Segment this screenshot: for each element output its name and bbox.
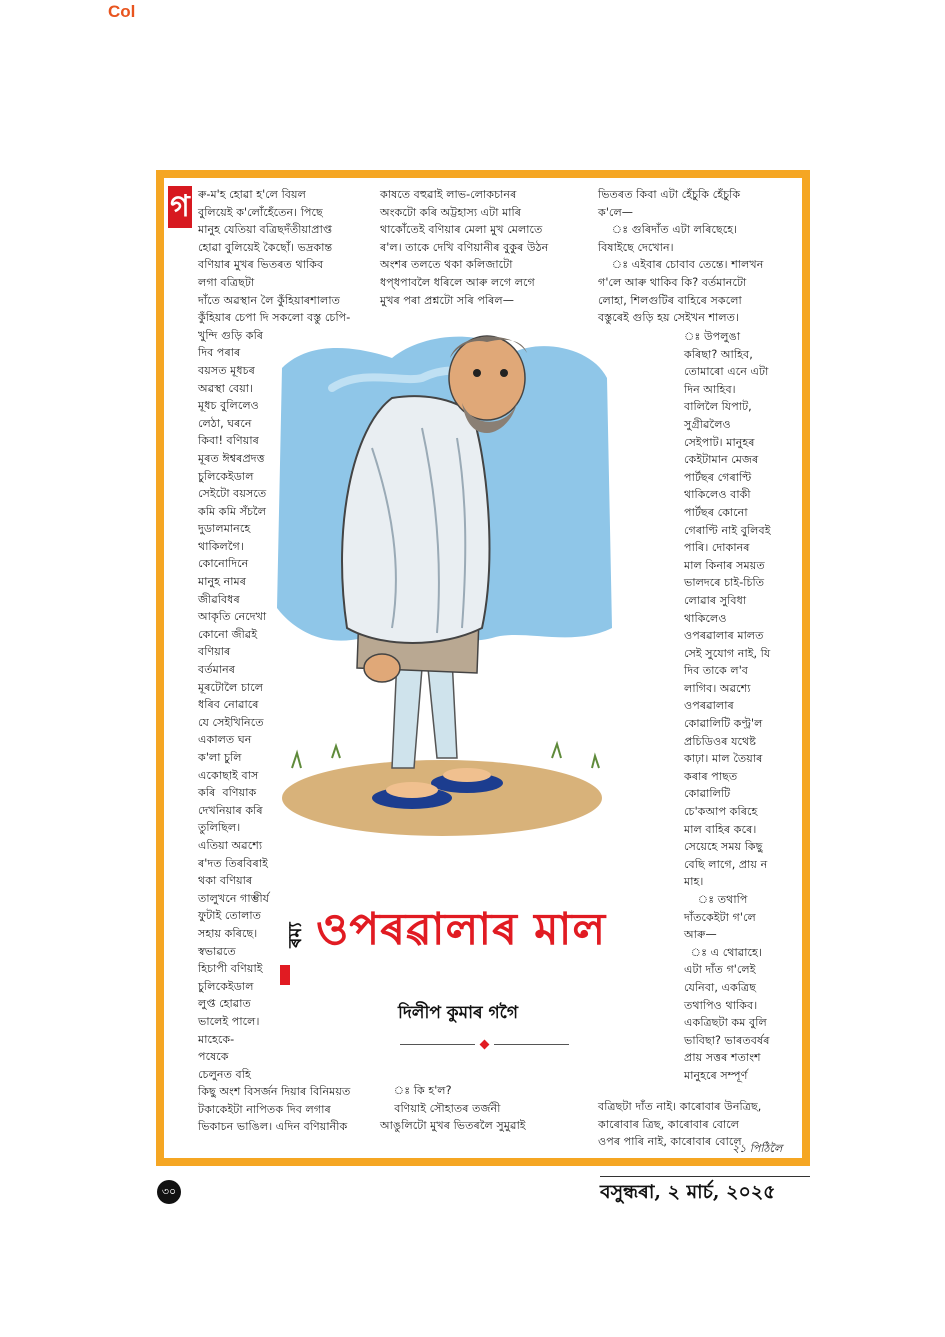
column-2-top: কাষতে বহুৱাই লাভ-লোকচানৰ অংকটো কৰি অট্টহাস্য এটা মাৰি থাকোঁতেই বণিয়াৰ মেলা মুখ মেলাতে ৰ'ল। তাকে দেখি বণিয়ানীৰ বুকুৰ উঠন অংশৰ তলতে থকা কলিজাটো ধপ্‌ধপাবলৈ ধৰিলে আৰু লগে লগে মুখৰ পৰা প্ৰশ্নটো সৰি পৰিল— xyxy=(380,188,549,307)
continued-reference: ২১ পিঠিলৈ xyxy=(732,1142,783,1155)
page-number: ৩০ xyxy=(157,1180,181,1204)
article-title: ওপৰৱালাৰ মাল xyxy=(316,904,607,955)
footer-rule xyxy=(600,1176,810,1177)
corner-tag: Col xyxy=(108,2,136,21)
divider-left xyxy=(400,1044,475,1045)
divider-right xyxy=(494,1044,569,1045)
cartoon-illustration xyxy=(272,328,616,838)
publication-line: বসুন্ধৰা, ২ মাৰ্চ, ২০২৫ xyxy=(600,1181,776,1203)
center-bottom-text: ঃ কি হ'ল? বণিয়াই সৌহাতৰ তৰ্জনী আঙুলিটো মুখৰ ভিতৰলৈ সুমুৱাই xyxy=(380,1084,526,1133)
drop-cap: গ xyxy=(168,186,192,228)
column-1-intro: ৰু-ম'হ হোৱা হ'লে বিয়ল বুলিয়েই ক'লোঁহেঁতেন। পিছে মানুহ যেতিয়া বত্ৰিছদঁতীয়াপ্ৰাপ্ত হোৱা বুলিয়েই কৈছোঁ। ভদ্ৰকান্ত বণিয়াৰ মুখৰ ভিতৰত থাকিব লগা বত্ৰিছটা দাঁতে অৱস্থান লৈ কুঁহিয়াৰশালাত কুঁহিয়াৰ চেপা দি সকলো বস্তু চেপি- খুন্দি গুড়ি কৰি দিব পৰাৰ বয়সত মূধচৰ অৱস্থা বেয়া। মূধচ বুলিলেও লেঠা, ঘৰনে কিবা! বণিয়াৰ মূৰত ঈশ্বৰপ্ৰদত্ত চুলিকেইডাল সেইটো বয়সতে কমি কমি সঁচলৈ দুডালমানহে থাকিলগৈ। কোনোদিনে মানুহ নামৰ জীৱবিধৰ আকৃতি নেদেখা কোনো জীৱই বণিয়াৰ বৰ্তমানৰ মূৰটোলৈ চালে ধৰিব নোৱাৰে যে সেইখিনিতে একালত ঘন ক'লা চুলি একোছাই বাস কৰি বণিয়াক দেখনিয়াৰ কৰি তুলিছিল। এতিয়া অৱশ্যে ৰ'দত তিৰবিৰাই থকা বণিয়াৰ তালুখনে গাম্ভীৰ্য ফুটাই তোলাত সহায় কৰিছে। স্বভাৱতে হিচাপী বণিয়াই চুলিকেইডাল লুপ্ত হোৱাত ভালেই পালে। মাহেকে- পষেকে চেলুনত বহি কিছু অংশ বিসৰ্জন দিয়াৰ বিনিময়ত টকাকেইটা নাপিতক দিব লগাৰ ভিকাচন ভাঙিল। এদিন বণিয়ানীক xyxy=(198,188,351,1134)
column-3-top: ভিতৰত কিবা এটা হেঁচুকি হেঁচুকি ক'লে— ঃ গুৰিদাঁত এটা লৰিছেহে। বিষাইছে দেখোন। ঃ এইবাৰ চোবাব তেন্তে। শালখন গ'লে আৰু থাকিব কি? বৰ্তমানটো লোহা, শিলগুটিৰ বাহিৰে সকলো বস্তুৰেই গুড়ি হয় সেইখন শালত। xyxy=(598,188,764,325)
column-3-right: ঃ উপলুঙা কৰিছা? আহিব, তোমাৰো এনে এটা দিন আহিব। বালিলৈ যিপাট, সুগ্ৰীৱলৈও সেইপাট। মানুহৰ কেইটামান মেজৰ পাৰ্টছৰ গেৰাণ্টি থাকিলেও বাকী পাৰ্টছৰ কোনো গেৰাণ্টি নাই বুলিবই পাৰি। দোকানৰ মাল কিনাৰ সময়ত ভালদৰে চাই-চিতি লোৱাৰ সুবিধা থাকিলেও ওপৰৱালাৰ মালত সেই সুযোগ নাই, যি দিব তাকে ল'ব লাগিব। অৱশ্যে ওপৰৱালাৰ কোৱালিটি কণ্ট্ৰ'ল প্ৰচিডিওৰ যথেষ্ট কাঢ়া। মাল তৈয়াৰ কৰাৰ পাছত কোৱালিটি চে'কআপ কৰিহে মাল বাহিৰ কৰে। সেয়েহে সময় কিছু বেছি লাগে, প্ৰায় ন মাহ। ঃ তথাপি দাঁতকেইটা গ'লে আৰু— ঃ এ থোৱাহে। এটা দাঁত গ'লেই যেনিবা, একত্ৰিছ তথাপিও থাকিব। একত্ৰিছটা কম বুলি ভাবিছা? ভাৰতবৰ্ষৰ প্ৰায় সত্তৰ শতাংশ মানুহৰে সম্পূৰ্ণ xyxy=(684,330,771,1082)
genre-label-mark xyxy=(266,895,306,985)
column-3-bottom: বত্ৰিছটা দাঁত নাই। কাৰোবাৰ উনত্ৰিছ, কাৰোবাৰ ত্ৰিছ, কাৰোবাৰ বোলে ওপৰ পাৰি নাই, কাৰোবাৰ বোলে xyxy=(598,1100,762,1149)
author-name: দিলীপ কুমাৰ গগৈ xyxy=(398,1003,518,1023)
genre-label: ৰম্য xyxy=(285,922,306,948)
